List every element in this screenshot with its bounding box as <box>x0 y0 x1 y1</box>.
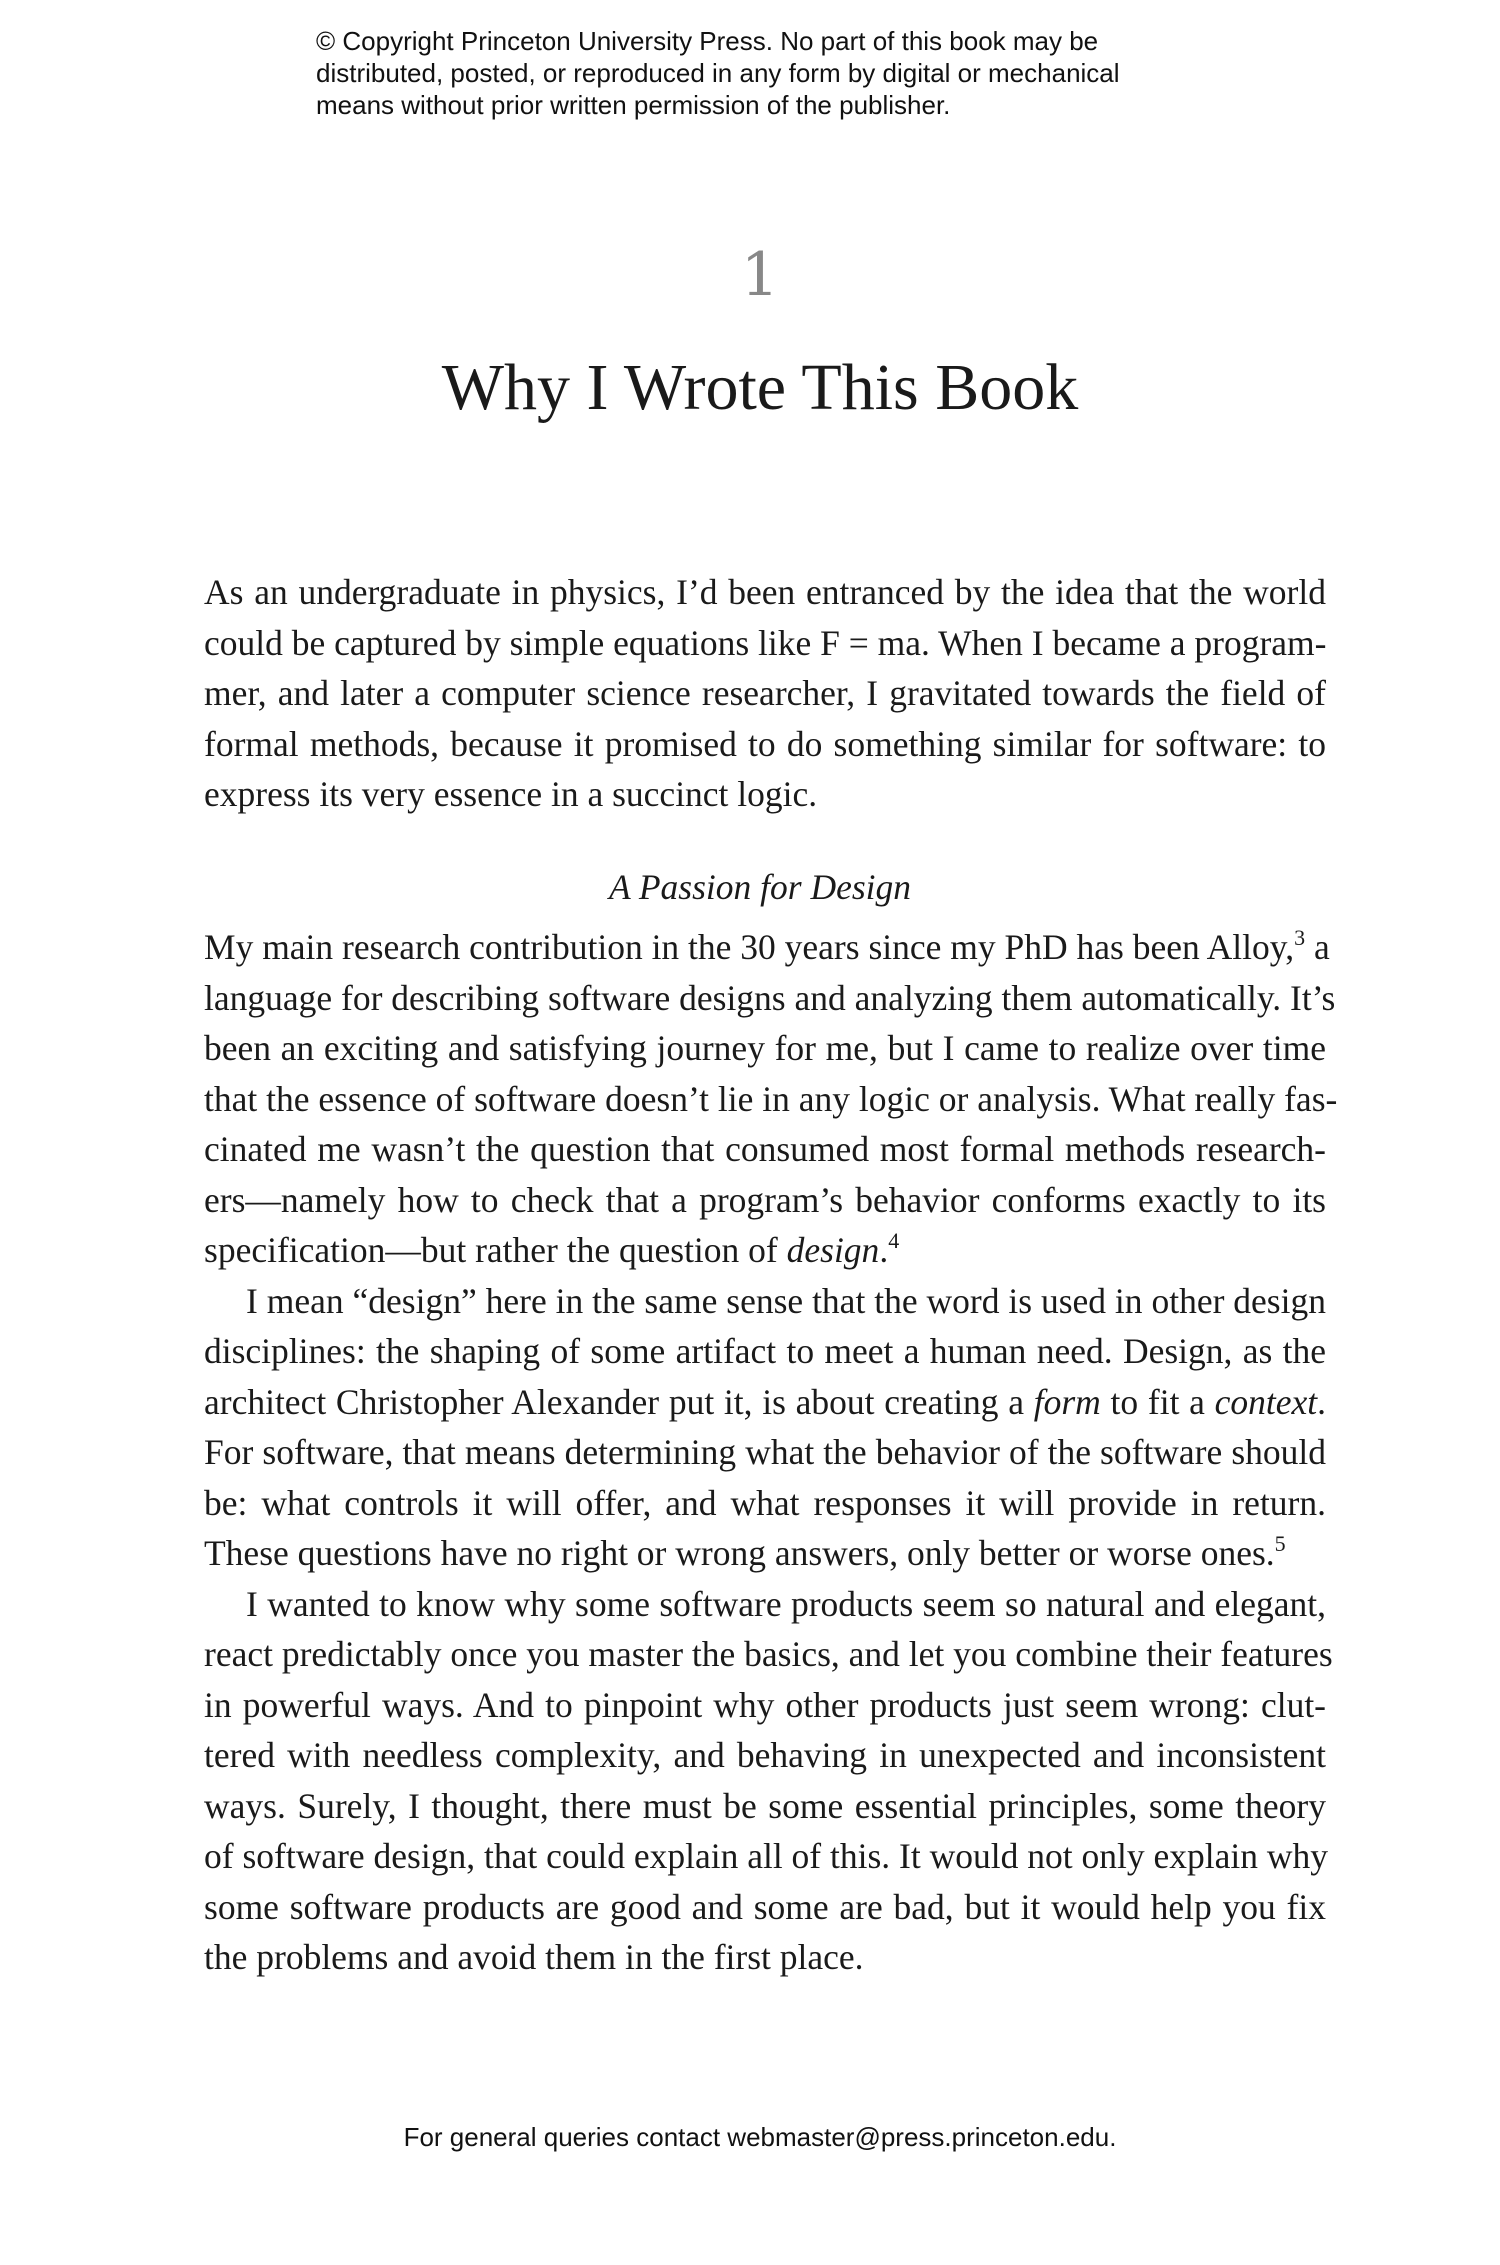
intro-paragraph <box>204 567 1326 820</box>
footer-contact: For general queries contact webmaster@press.princeton.edu. <box>403 2122 1117 2152</box>
text-line: For software, that means determining what the behavior of the software should <box>204 1432 1326 1472</box>
copyright-notice <box>316 25 1216 121</box>
footnote-ref[interactable]: 4 <box>888 1228 900 1253</box>
text-line: some software products are good and some are bad, but it would help you fix <box>204 1886 1326 1927</box>
copyright-line: © Copyright Princeton University Press. No part of this book may be <box>316 26 1099 56</box>
text-line: These questions have no right or wrong answers, only better or worse ones.$^5$ <box>204 1531 1286 1573</box>
chapter-number: 1 <box>740 240 780 310</box>
chapter-title: Why I Wrote This Book <box>441 351 1079 424</box>
text-line: ways. Surely, I thought, there must be some essential principles, some theory <box>204 1785 1326 1826</box>
text-line: mer, and later a computer science researcher, I gravitated towards the field of <box>204 673 1326 713</box>
text-line: the problems and avoid them in the first place. <box>204 1937 864 1977</box>
text-line: disciplines: the shaping of some artifact to meet a human need. Design, as the <box>204 1331 1326 1371</box>
text-line: ers—namely how to check that a program’s behavior conforms exactly to its <box>204 1179 1326 1220</box>
text-line: react predictably once you master the basics, and let you combine their features <box>204 1634 1333 1674</box>
text-line: could be captured by simple equations like F = ma. When I became a program- <box>204 622 1327 663</box>
text-line: architect Christopher Alexander put it, is about creating a form to fit a context. <box>204 1381 1326 1422</box>
text-line: of software design, that could explain all of this. It would not only explain why <box>204 1836 1328 1876</box>
text-line: tered with needless complexity, and behaving in unexpected and inconsistent <box>204 1735 1326 1775</box>
text-line: specification—but rather the question of design.$^4$ <box>204 1228 900 1270</box>
text-line: I mean “design” here in the same sense that the word is used in other design <box>246 1280 1326 1321</box>
text-line: cinated me wasn’t the question that consumed most formal methods research- <box>204 1129 1326 1169</box>
text-line: be: what controls it will offer, and what responses it will provide in return. <box>204 1482 1326 1523</box>
footnote-ref[interactable]: 5 <box>1274 1531 1286 1556</box>
text-line: As an undergraduate in physics, I’d been entranced by the idea that the world <box>204 572 1326 612</box>
text-line: I wanted to know why some software products seem so natural and elegant, <box>246 1583 1326 1624</box>
section-heading: A Passion for Design <box>608 867 912 907</box>
text-line: express its very essence in a succinct logic. <box>204 774 818 814</box>
text-line: My main research contribution in the 30 years since my PhD has been Alloy,$^3$ a <box>204 925 1330 967</box>
text-line: language for describing software designs and analyzing them automatically. It’s <box>204 977 1336 1018</box>
footnote-ref[interactable]: 3 <box>1294 925 1306 950</box>
copyright-line: means without prior written permission of the publisher. <box>316 90 951 120</box>
text-line: been an exciting and satisfying journey for me, but I came to realize over time <box>204 1028 1326 1068</box>
section-body <box>204 922 1338 1983</box>
text-line: in powerful ways. And to pinpoint why other products just seem wrong: clut- <box>204 1684 1326 1725</box>
copyright-line: distributed, posted, or reproduced in any form by digital or mechanical <box>316 58 1120 88</box>
text-line: formal methods, because it promised to do something similar for software: to <box>204 723 1326 764</box>
text-line: that the essence of software doesn’t lie in any logic or analysis. What really fas- <box>204 1078 1338 1119</box>
